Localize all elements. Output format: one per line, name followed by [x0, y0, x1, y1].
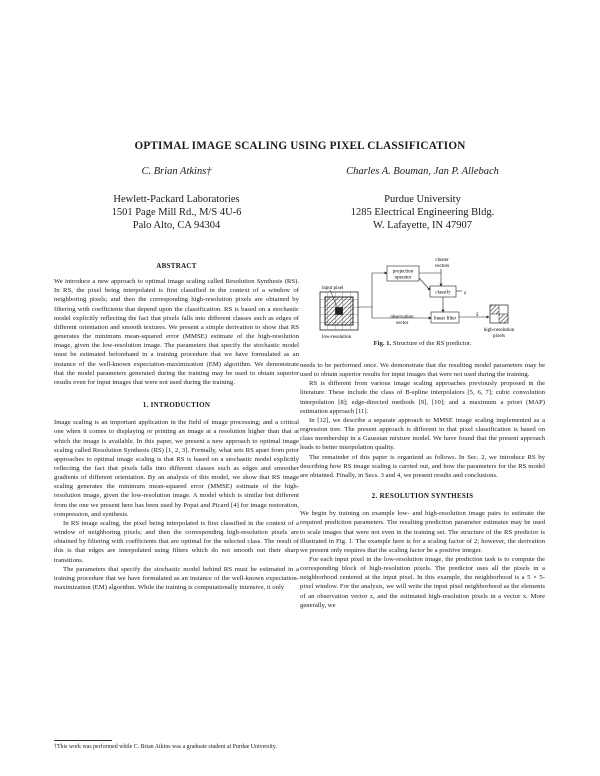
rs-predictor-figure — [300, 255, 545, 340]
low-resolution-image-grid — [320, 292, 358, 330]
right-column — [300, 361, 545, 610]
affiliation-line: Palo Alto, CA 94304 — [132, 220, 221, 231]
figure-label-z: z — [464, 290, 467, 296]
section2-paragraph: For each input pixel in the low-resolution image, the prediction task is to compute the corresponding block of high-resolution pixels. The predictor uses all the pixels in a neighborhood centered at the input pixel. In this example, the neighborhood is a 5 × 5-pixel window. For the analysis, we will write the input pixel neighborhood as the elements of an observation vector z, and the estimated high-resolution pixels in a vector x. More generally, we — [300, 555, 545, 609]
figure-label-x: x̂ — [476, 312, 479, 318]
section2-paragraph: We begin by training on example low- and high-resolution image pairs to estimate the required prediction parameters. The resulting prediction parameter estimates may be used to scale images that were not even in the training set. The structure of the RS predictor is illustrated in Fig. 1. The example here is for a scaling factor of 2; however, the derivation we present only requires that the scaling factor be a positive integer. — [300, 510, 545, 554]
right-paragraph: In [12], we describe a separate approach to MMSE image scaling implemented as a regression tree. The present approach is different in that pixel classification is based on class membership in a Gaussian mixture model. We have found that the present approach leads to better interpolation quality. — [300, 416, 545, 452]
figure-caption-text: Structure of the RS predictor. — [392, 340, 472, 347]
figure-caption — [300, 340, 545, 347]
affiliation-right — [300, 193, 545, 232]
right-paragraph: needs to be performed once. We demonstrate that the resulting model parameters may be used to obtain superior results for input images that were not used during the training. — [300, 362, 545, 379]
section2-heading: 2. RESOLUTION SYNTHESIS — [371, 492, 474, 501]
footnote-rule — [54, 740, 112, 741]
affiliation-line: W. Lafayette, IN 47907 — [372, 220, 473, 231]
figure-caption-label: Fig. 1. — [373, 340, 392, 347]
figure-label-vector: vector — [395, 321, 409, 326]
figure-label-observation: observation — [390, 315, 414, 320]
figure-label-filter: linear filter — [433, 316, 457, 322]
figure-label-cluster: cluster — [435, 258, 449, 263]
affiliation-line: Purdue University — [384, 194, 461, 205]
high-resolution-output — [490, 305, 508, 323]
figure-label-pixels: pixels — [493, 334, 505, 339]
affiliation-left — [54, 193, 299, 232]
footnote: †This work was performed while C. Brian Atkins was a graduate student at Purdue University. — [54, 744, 277, 750]
introduction-heading: 1. INTRODUCTION — [142, 401, 211, 410]
intro-paragraph: In RS image scaling, the pixel being interpolated is first classified in the context of a window of neighboring pixels; and then the corresponding high-resolution pixels are obtained by filtering with coefficients that are optimal for the selected class. The result of this is that edges are interpolated using filters which do not smooth out their sharp transitions. — [54, 519, 299, 564]
affiliation-line: Hewlett-Packard Laboratories — [113, 194, 240, 205]
abstract-heading: ABSTRACT — [156, 262, 197, 270]
figure-label-lowres: low-resolution — [322, 335, 352, 340]
paper-title: OPTIMAL IMAGE SCALING USING PIXEL CLASSIFICATION — [134, 140, 466, 152]
figure-label-projection: projection — [392, 269, 414, 275]
author-right: Charles A. Bouman, Jan P. Allebach — [346, 166, 499, 177]
affiliation-line: 1501 Page Mill Rd., M/S 4U-6 — [111, 207, 242, 218]
abstract-text: We introduce a new approach to optimal image scaling called Resolution Synthesis (RS). In RS, the pixel being interpolated is first classified in the context of a window of neighboring pixels; and then the corresponding high-resolution pixels are obtained by filtering with coefficients that depend upon the classification. RS is based on a stochastic model explicitly reflecting the fact that pixels falls into different classes such as edges of different orientation and smooth textures. We present a simple derivation to show that RS generates the minimum mean-squared error (MMSE) estimate of the high-resolution image, given the low-resolution image. The parameters that specify the stochastic model must be estimated beforehand in a training procedure that we have formulated as an instance of the well-known expectation-maximization (EM) algorithm. We demonstrate that the model parameters generated during the training may be used to obtain superior results even for input images that were not used during the training. — [54, 278, 299, 386]
figure-label-output: high-resolution — [483, 328, 515, 333]
figure-arrows — [358, 269, 489, 318]
figure-label-input: input pixel — [322, 286, 344, 291]
intro-paragraph: The parameters that specify the stochastic model behind RS must be estimated in a training procedure that we have formulated as an instance of the well-known expectation-maximization (EM) algorithm. While the training is computationally intensive, it only — [54, 565, 299, 591]
right-paragraph: RS is different from various image scaling approaches previously proposed in the literature. These include the class of B-spline interpolators [5, 6, 7]; cubic convolution interpolation [8]; edge-directed methods [9], [10]; and a maximum a priori (MAP) estimation approach [11]. — [300, 380, 545, 415]
right-paragraph: The remainder of this paper is organized as follows. In Sec. 2, we introduce RS by describing how RS image scaling is carried out, and how the parameters for the RS model are obtained. Finally, in Secs. 3 and 4, we present results and conclusions. — [300, 453, 545, 479]
affiliation-line: 1285 Electrical Engineering Bldg. — [350, 207, 495, 218]
left-column — [54, 262, 299, 592]
author-left: C. Brian Atkins† — [141, 166, 212, 177]
figure-label-operator: operator — [394, 275, 412, 281]
figure-label-vectors: vectors — [434, 264, 450, 269]
figure-label-classify: classify — [435, 290, 451, 296]
intro-paragraph: Image scaling is an important application in the field of image processing; and a critical one when it comes to displaying or printing an image at a resolution higher than that at which the image is available. In this paper, we present a new approach to optimal image scaling called Resolution Synthesis (RS) [1, 2, 3]. Formally, what sets RS apart from prior approaches to optimal image scaling is that RS is based on a stochastic model explicitly reflecting the fact that pixels falls into different classes such as edges and smoother gradients of different orientation. By an analysis of this model, we show that RS image scaling generates the minimum mean-squared error (MMSE) estimate of the high-resolution image, given the low-resolution image. A model which is similar but different from the one we present here has been used by Popat and Picard [4] for image restoration, compression, and synthesis. — [54, 419, 299, 518]
